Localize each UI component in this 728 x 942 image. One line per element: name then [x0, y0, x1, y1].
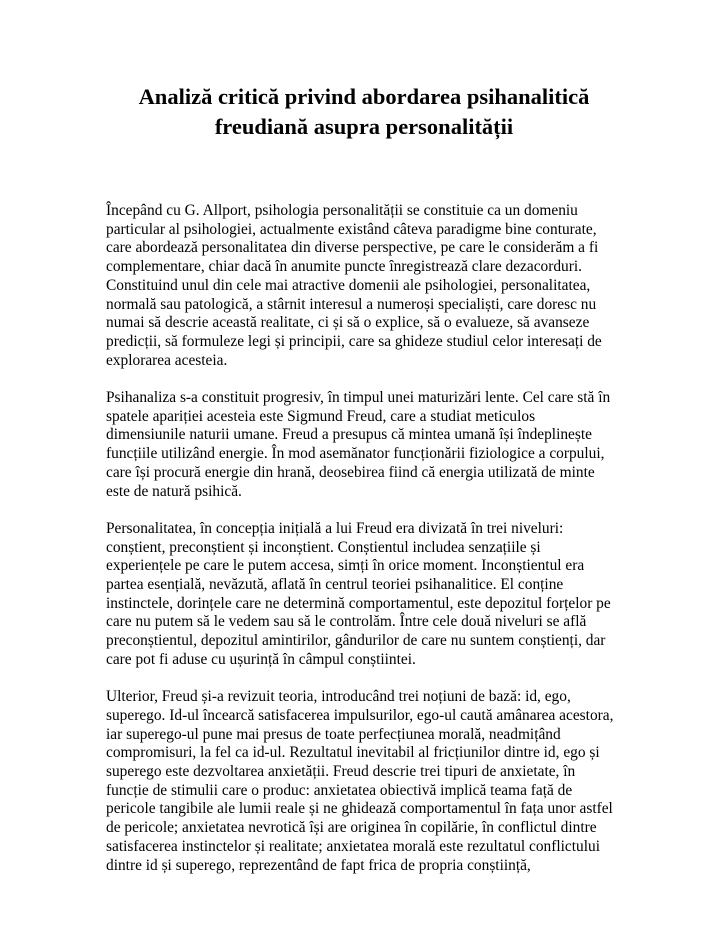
text-line: conștient, preconștient și inconștient. Conștientul includea senzațiile și	[106, 538, 541, 556]
document-body	[106, 202, 626, 894]
text-line: particular al psihologiei, actualmente existând câteva paradigme bine conturate,	[106, 220, 597, 238]
text-line: normală sau patologică, a stârnit interesul a numeroși specialiști, care doresc nu	[106, 295, 597, 313]
text-line: funcțiile utilizând energie. În mod asemănator funcționării fiziologice a corpului,	[106, 445, 605, 463]
text-line: Începând cu G. Allport, psihologia personalității se constituie ca un domeniu	[106, 202, 578, 219]
text-line: preconștientul, depozitul amintirilor, gândurilor de care nu suntem conștienți, dar	[106, 632, 606, 650]
text-line: care nu putem să le vedem sau să le controlăm. Între cele două niveluri se află	[106, 613, 587, 631]
text-line: experiențele pe care le putem accesa, simți în orice moment. Inconștientul era	[106, 557, 585, 575]
text-line: pericole tangibile ale lumii reale și ne ghidează comportamentul în fața unor astfel	[106, 800, 613, 818]
text-line: funcție de stimulii care o produc: anxietatea obiectivă implică teama față de	[106, 781, 573, 799]
text-line: complementare, chiar dacă în anumite puncte înregistrează clare dezacorduri.	[106, 258, 582, 276]
text-line: de pericole; anxietatea nevrotică își are originea în copilărie, în conflictul dintre	[106, 819, 597, 837]
text-line: predicții, să formuleze legi și principii, care sa ghideze studiul celor interesați de	[106, 332, 602, 350]
text-line: superego este dezvoltarea anxietății. Freud descrie trei tipuri de anxietate, în	[106, 763, 576, 781]
title-line: Analiză critică privind abordarea psihanalitică	[138, 84, 590, 109]
text-line: numai să descrie această realitate, ci și să o explice, să o evalueze, să avanseze	[106, 314, 590, 332]
paragraph-niveluri	[106, 520, 626, 670]
text-line: explorarea acesteia.	[106, 351, 228, 369]
text-line: compromisuri, la fel ca id-ul. Rezultatul inevitabil al fricțiunilor dintre id, ego și	[106, 744, 600, 762]
text-line: Personalitatea, în concepția inițială a lui Freud era divizată în trei niveluri:	[106, 519, 564, 537]
text-line: Constituind unul din cele mai atractive domenii ale psihologiei, personalitatea,	[106, 276, 591, 294]
text-line: spatele apariției acesteia este Sigmund Freud, care a studiat meticulos	[106, 407, 536, 425]
text-line: Psihanaliza s-a constituit progresiv, în timpul unei maturizări lente. Cel care stă în	[106, 389, 611, 407]
document-title	[100, 82, 628, 142]
text-line: dimensiunile naturii umane. Freud a presupus că mintea umană își îndeplinește	[106, 426, 592, 444]
text-line: instinctele, dorințele care ne determină comportamentul, este depozitul forțelor pe	[106, 594, 611, 612]
text-line: iar superego-ul pune mai presus de toate perfecțiunea morală, neadmițând	[106, 725, 561, 743]
text-line: care își procură energie din hrană, deosebirea fiind că energia utilizată de minte	[106, 463, 595, 481]
text-line: care abordează personalitatea din diverse perspective, pe care le considerăm a fi	[106, 239, 599, 257]
paragraph-id-ego-superego	[106, 688, 626, 875]
text-line: care pot fi aduse cu ușurință în câmpul conștiintei.	[106, 650, 416, 668]
text-line: superego. Id-ul încearcă satisfacerea impulsurilor, ego-ul caută amânarea acestora,	[106, 706, 614, 724]
text-line: partea esențială, nevăzută, aflată în centrul teoriei psihanalitice. El conține	[106, 576, 564, 594]
text-line: dintre id și superego, reprezentând de fapt frica de propria conștiință,	[106, 856, 531, 874]
paragraph-psihanaliza	[106, 389, 626, 501]
paragraph-allport	[106, 202, 626, 370]
text-line: este de natură psihică.	[106, 482, 242, 500]
text-line: satisfacerea instinctelor și realitate; anxietatea morală este rezultatul conflictului	[106, 837, 600, 855]
title-line: freudiană asupra personalității	[214, 114, 514, 139]
text-line: Ulterior, Freud și-a revizuit teoria, introducând trei noțiuni de bază: id, ego,	[106, 688, 571, 706]
